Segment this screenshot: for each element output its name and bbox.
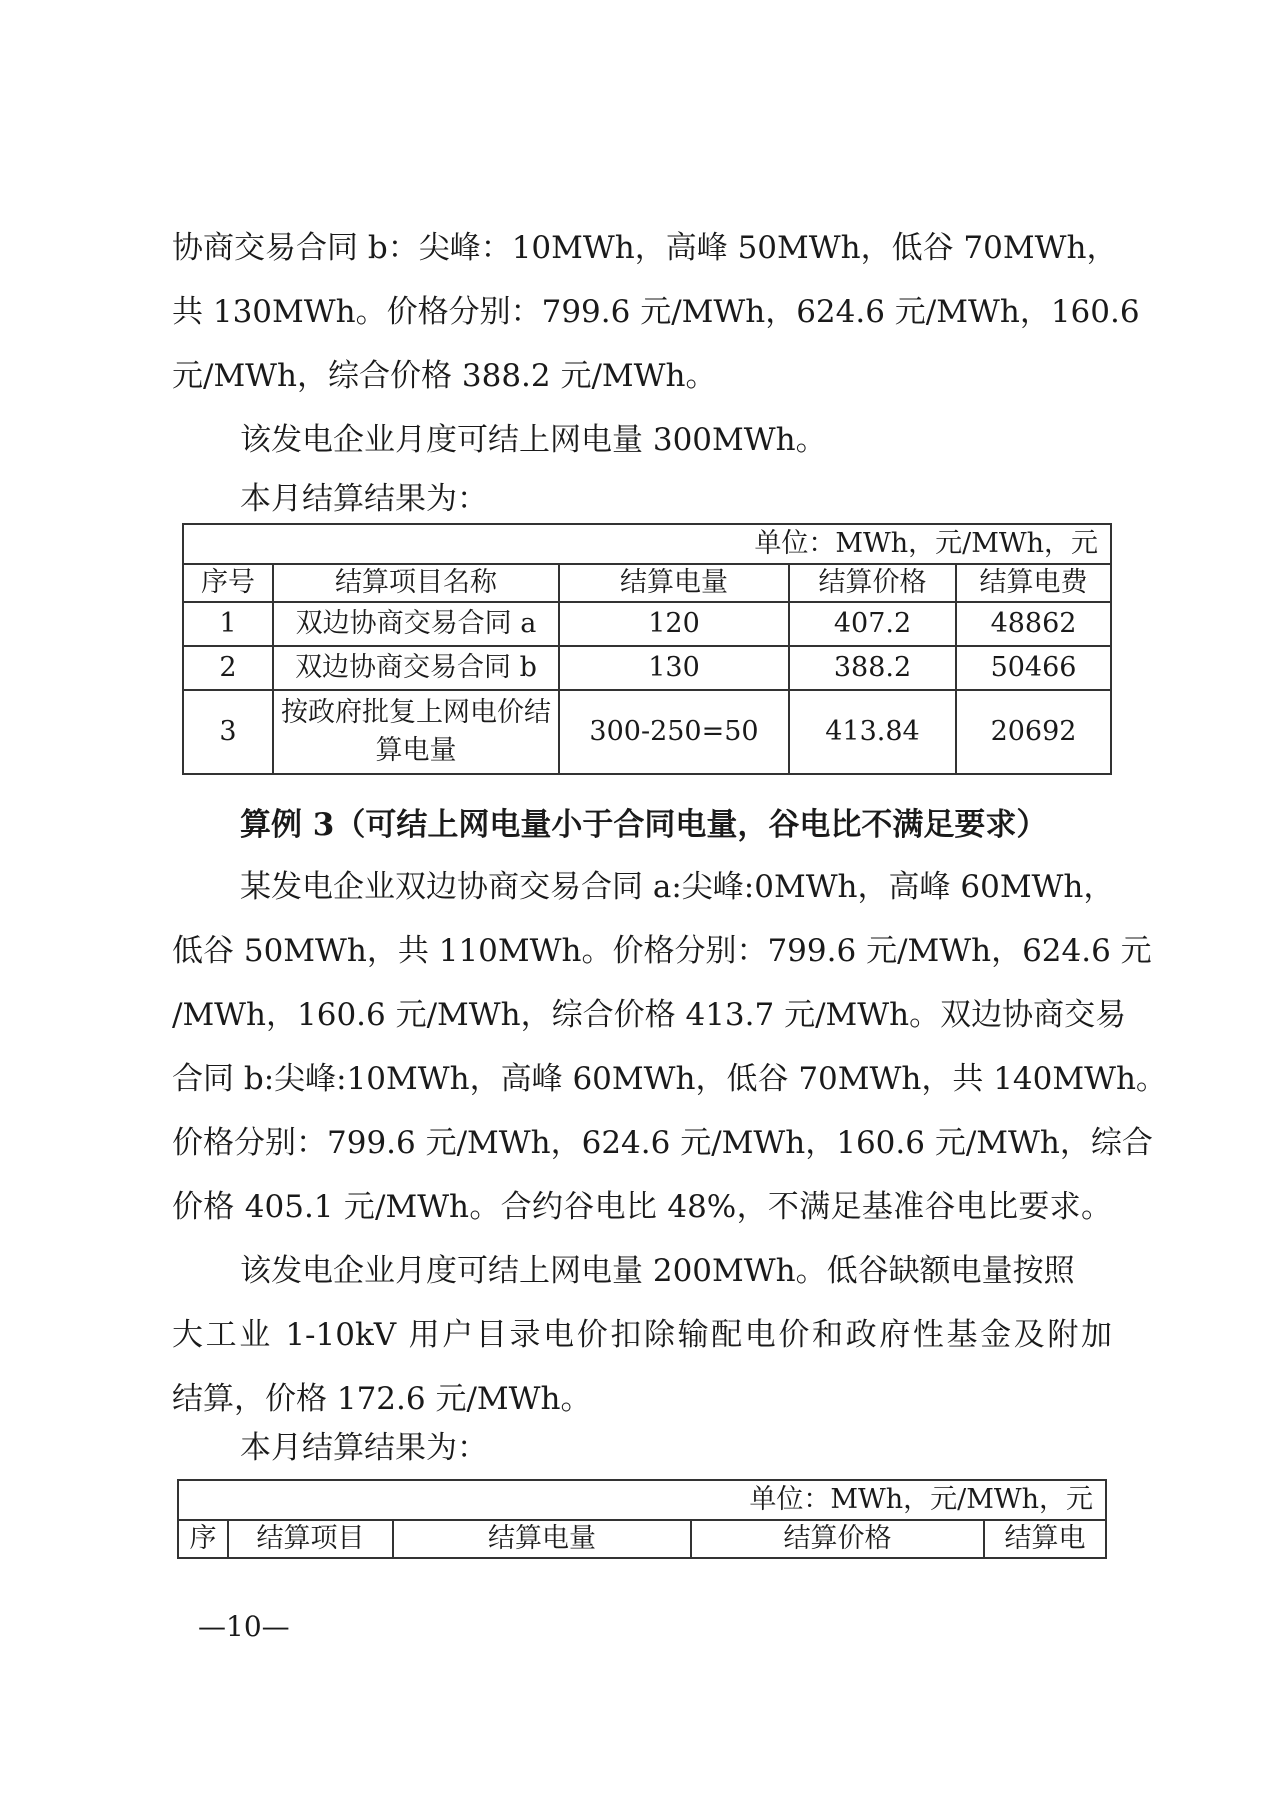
paragraph-line: 元/MWh，综合价格 388.2 元/MWh。 (172, 358, 717, 394)
table-row (183, 602, 1111, 646)
table-cell: 双边协商交易合同 b (273, 646, 559, 690)
table-row (183, 690, 1111, 774)
paragraph-line: 价格分别：799.6 元/MWh，624.6 元/MWh，160.6 元/MWh，综合 (172, 1125, 1153, 1161)
paragraph-line: 本月结算结果为： (240, 481, 488, 517)
paragraph-line: 结算，价格 172.6 元/MWh。 (172, 1381, 592, 1417)
column-header: 结算项目 (228, 1520, 393, 1558)
table-unit: 单位：MWh，元/MWh，元 (183, 524, 1111, 564)
column-header: 结算电量 (393, 1520, 691, 1558)
table-cell: 407.2 (789, 602, 956, 646)
page-number: —10— (198, 1610, 290, 1643)
table-cell: 120 (559, 602, 789, 646)
paragraph-line: 该发电企业月度可结上网电量 200MWh。低谷缺额电量按照 (240, 1253, 1075, 1289)
table-cell: 50466 (956, 646, 1111, 690)
column-header: 结算项目名称 (273, 564, 559, 602)
paragraph-line: 本月结算结果为： (240, 1430, 488, 1466)
paragraph-line: 共 130MWh。价格分别：799.6 元/MWh，624.6 元/MWh，160.6 (172, 294, 1140, 330)
table-header-row (178, 1520, 1106, 1558)
table-unit-row (183, 524, 1111, 564)
settlement-table-1 (182, 523, 1112, 775)
paragraph-line: /MWh，160.6 元/MWh，综合价格 413.7 元/MWh。双边协商交易 (172, 997, 1127, 1033)
settlement-table-2 (177, 1479, 1107, 1559)
paragraph-line: 该发电企业月度可结上网电量 300MWh。 (240, 422, 827, 458)
table-cell: 按政府批复上网电价结算电量 (273, 690, 559, 774)
table-cell: 1 (183, 602, 273, 646)
paragraph-line: 大工业 1-10kV 用户目录电价扣除输配电价和政府性基金及附加 (172, 1317, 1112, 1353)
table-cell: 413.84 (789, 690, 956, 774)
paragraph-line: 合同 b:尖峰:10MWh，高峰 60MWh，低谷 70MWh，共 140MWh。 (172, 1061, 1167, 1097)
table-unit: 单位：MWh，元/MWh，元 (178, 1480, 1106, 1520)
column-header: 序 (178, 1520, 228, 1558)
table-row (183, 646, 1111, 690)
table-header-row (183, 564, 1111, 602)
table-unit-row (178, 1480, 1106, 1520)
paragraph-line: 价格 405.1 元/MWh。合约谷电比 48%，不满足基准谷电比要求。 (172, 1189, 1112, 1225)
table-cell: 388.2 (789, 646, 956, 690)
table-cell: 3 (183, 690, 273, 774)
paragraph-line: 协商交易合同 b：尖峰：10MWh，高峰 50MWh，低谷 70MWh， (172, 230, 1118, 266)
table-cell: 130 (559, 646, 789, 690)
table-cell: 48862 (956, 602, 1111, 646)
column-header: 结算价格 (789, 564, 956, 602)
column-header: 结算电量 (559, 564, 789, 602)
column-header: 结算价格 (691, 1520, 984, 1558)
example-heading: 算例 3（可结上网电量小于合同电量，谷电比不满足要求） (240, 807, 1048, 843)
table-cell: 300-250=50 (559, 690, 789, 774)
paragraph-line: 低谷 50MWh，共 110MWh。价格分别：799.6 元/MWh，624.6 元 (172, 933, 1152, 969)
paragraph-line: 某发电企业双边协商交易合同 a:尖峰:0MWh，高峰 60MWh， (240, 869, 1115, 905)
table-cell: 2 (183, 646, 273, 690)
column-header: 序号 (183, 564, 273, 602)
column-header: 结算电 (984, 1520, 1106, 1558)
table-cell: 双边协商交易合同 a (273, 602, 559, 646)
table-cell: 20692 (956, 690, 1111, 774)
column-header: 结算电费 (956, 564, 1111, 602)
